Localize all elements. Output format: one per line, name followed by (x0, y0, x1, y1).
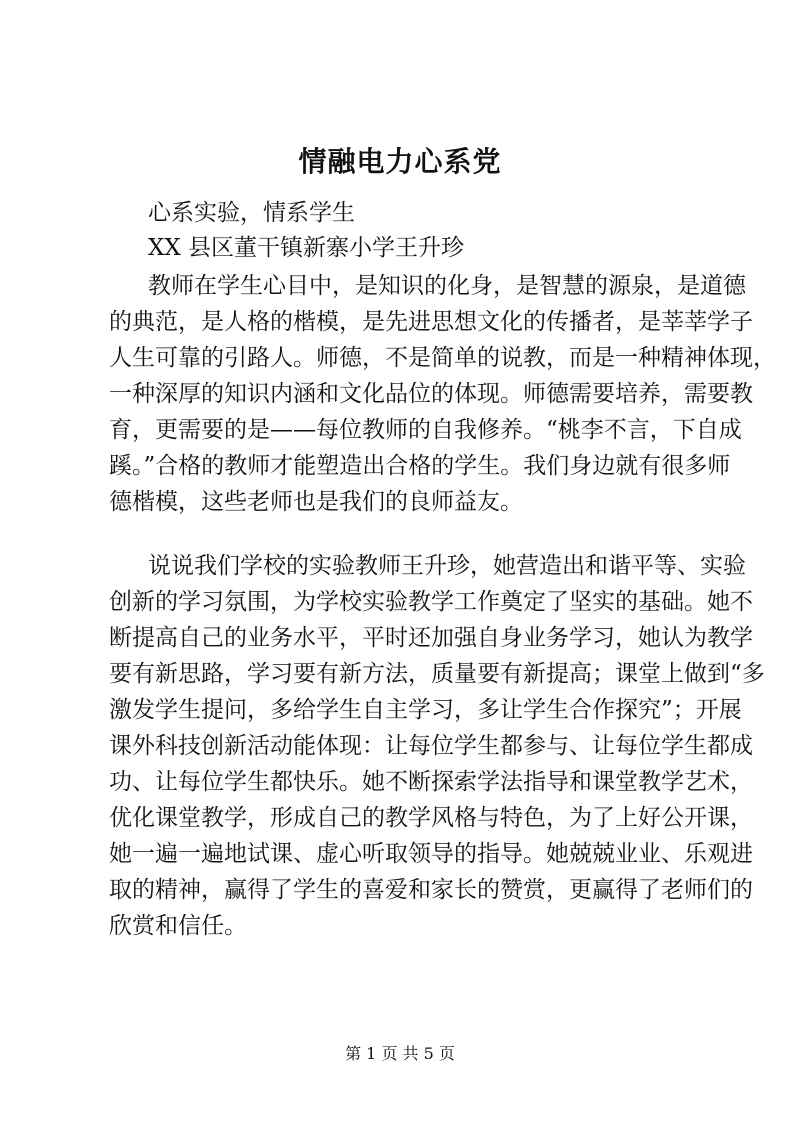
subtitle-line: 心系实验，情系学生 (148, 200, 355, 226)
paragraph-1-line-5: 育，更需要的是——每位教师的自我修养。“桃李不言，下自成 (109, 417, 742, 443)
paragraph-2-line-11: 欣赏和信任。 (109, 913, 247, 939)
paragraph-1-line-1: 教师在学生心目中，是知识的化身，是智慧的源泉，是道德 (148, 273, 746, 299)
paragraph-2-line-1: 说说我们学校的实验教师王升珍，她营造出和谐平等、实验 (148, 553, 746, 579)
paragraph-2-line-10: 取的精神，赢得了学生的喜爱和家长的赞赏，更赢得了老师们的 (109, 877, 753, 903)
paragraph-1-line-3: 人生可靠的引路人。师德，不是简单的说教，而是一种精神体现， (109, 345, 776, 371)
paragraph-2-line-7: 功、让每位学生都快乐。她不断探索学法指导和课堂教学艺术， (109, 769, 753, 795)
document-title: 情融电力心系党 (298, 145, 502, 178)
paragraph-2-line-4: 要有新思路，学习要有新方法，质量要有新提高；课堂上做到“多 (109, 661, 765, 687)
paragraph-2-line-6: 课外科技创新活动能体现：让每位学生都参与、让每位学生都成 (109, 733, 753, 759)
paragraph-1-line-2: 的典范，是人格的楷模，是先进思想文化的传播者，是莘莘学子 (109, 309, 753, 335)
paragraph-1-line-6: 蹊。”合格的教师才能塑造出合格的学生。我们身边就有很多师 (109, 453, 731, 479)
paragraph-2-line-5: 激发学生提问，多给学生自主学习，多让学生合作探究”；开展 (109, 697, 742, 723)
paragraph-2-line-9: 她一遍一遍地试课、虚心听取领导的指导。她兢兢业业、乐观进 (109, 841, 753, 867)
paragraph-2-line-2: 创新的学习氛围，为学校实验教学工作奠定了坚实的基础。她不 (109, 589, 753, 615)
page-number-footer: 第 1 页 共 5 页 (345, 1044, 455, 1063)
paragraph-2-line-3: 断提高自己的业务水平，平时还加强自身业务学习，她认为教学 (109, 625, 753, 651)
paragraph-1-line-7: 德楷模，这些老师也是我们的良师益友。 (109, 489, 523, 515)
author-line: XX 县区董干镇新寨小学王升珍 (148, 235, 465, 261)
paragraph-1-line-4: 一种深厚的知识内涵和文化品位的体现。师德需要培养，需要教 (109, 381, 753, 407)
paragraph-2-line-8: 优化课堂教学，形成自己的教学风格与特色，为了上好公开课， (109, 805, 753, 831)
